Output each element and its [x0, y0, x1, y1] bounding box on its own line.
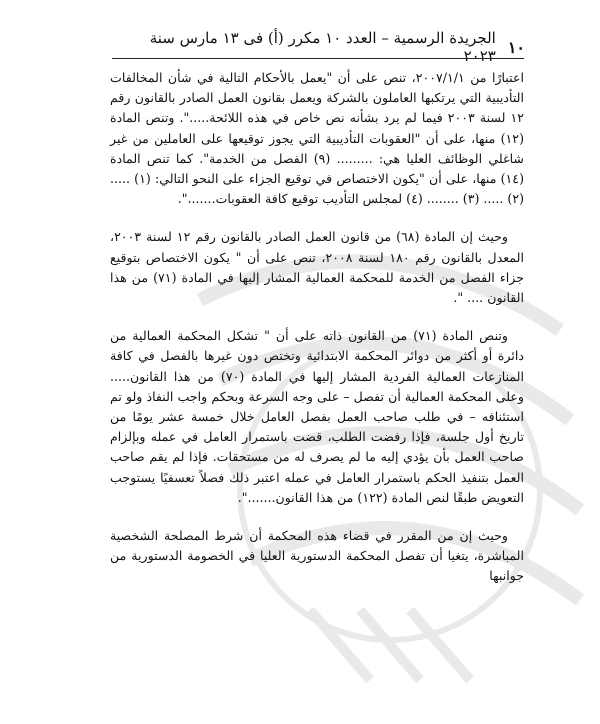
page-number: ١٠	[507, 37, 525, 57]
watermark-stripes	[310, 610, 470, 680]
gazette-title: الجريدة الرسمية – العدد ١٠ مكرر (أ) فى ١٣ مارس سنة ٢٠٢٣	[149, 29, 496, 65]
paragraph-2: وحيث إن المادة (٦٨) من قانون العمل الصادر بالقانون رقم ١٢ لسنة ٢٠٠٣، المعدل بالقانون رقم ١٨٠ لسنة ٢٠٠٨، تنص على أن " يكون الاختصاص بتوقيع جزاء الفصل من الخدمة للمحكمة العمالية المشار إليها في المادة (٧١) من هذا القانون .... ".	[110, 229, 524, 306]
paragraph-4: وحيث إن من المقرر في قضاء هذه المحكمة أن شرط المصلحة الشخصية المباشرة، يتغيا أن تفصل المحكمة الدستورية العليا في الخصومة الدستورية من جوانبها	[110, 528, 524, 584]
header-divider	[112, 58, 524, 59]
paragraph-1: اعتبارًا من ٢٠٠٧/١/١، تنص على أن "يعمل بالأحكام التالية في شأن المخالفات التأديبية التي يرتكبها العاملون بالشركة ويعمل بقانون العمل الصادر بالقانون رقم ١٢ لسنة ٢٠٠٣ فيما لم يرد بشأنه نص خاص في هذه اللائحة.....". وتنص المادة (١٢) منها، على أن "العقوبات التأديبية التي يجوز توقيعها على العاملين من غير شاغلي الوظائف العليا هي: ......... (٩) الفصل من الخدمة". كما تنص المادة (١٤) منها، على أن "يكون الاختصاص في توقيع الجزاء على النحو التالي: (١) ..... (٢) ..... (٣) ........ (٤) لمجلس التأديب توقيع كافة العقوبات.......".	[110, 70, 524, 207]
document-body	[110, 68, 524, 587]
paragraph-3: وتنص المادة (٧١) من القانون ذاته على أن " تشكل المحكمة العمالية من دائرة أو أكثر من دوائر المحكمة الابتدائية وتختص دون غيرها بالفصل في كافة المنازعات العمالية الفردية المشار إليها في المادة (٧٠) من هذا القانون..... وعلى المحكمة العمالية أن تفصل – على وجه السرعة وبحكم واجب النفاذ ولو تم استئنافه – في طلب صاحب العمل بفصل العامل خلال خمسة عشر يومًا من تاريخ أول جلسة، فإذا رفضت الطلب، قضت باستمرار العامل في عمله وبإلزام صاحب العمل بأن يؤدي إليه ما لم يصرف له من مستحقات. فإذا لم يقم صاحب العمل بتنفيذ الحكم باستمرار العامل في عمله اعتبر ذلك فصلاً تعسفيًا يستوجب التعويض طبقًا لنص المادة (١٢٢) من هذا القانون.......".	[110, 328, 524, 505]
